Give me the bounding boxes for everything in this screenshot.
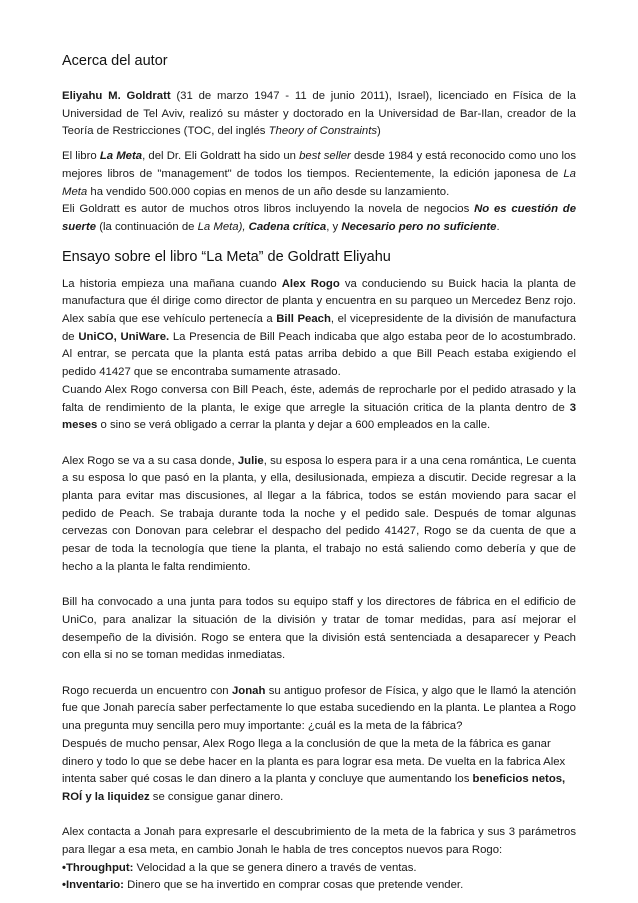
text-run: Rogo recuerda un encuentro con [62,684,232,697]
bullet-item-inventario [62,877,576,895]
author-paragraph-3 [62,201,576,236]
text-run: o sino se verá obligado a cerrar la planta y dejar a 600 empleados en la calle. [97,419,491,432]
bold-term: 3 meses [62,401,576,432]
best-seller-text: best seller [299,150,351,163]
text-run: La Presencia de Bill Peach indicaba que algo estaba peor de lo acostumbrado. Al entrar, se percata que la planta está patas arriba debido a que Bill Peach estaba exigiendo el pedido 41427 que se encontraba sumamente atrasado. [62,330,576,379]
text-run: desde 1984 y está reconocido como uno los mejores libros de "management" de todos los tiempos. Recientemente, la edición japonesa de [62,150,576,180]
text-run: , del Dr. Eli Goldratt ha sido un [142,150,300,163]
text-run: su antiguo profesor de Física, y algo que le llamó la atención fue que Jonah parecía saber perfectamente lo que estaba sucediendo en la planta. Le plantea a Rogo una pregunta muy sencilla pero muy importante: ¿cuál es la meta de la fábrica? [62,684,576,733]
book-title: Necesario pero no suficiente [341,220,497,233]
blank-line [62,665,576,683]
author-paragraph-2 [62,148,576,201]
text-run: (la continuación de [96,220,198,233]
bold-name: Jonah [231,684,266,697]
book-title: La Meta [62,167,576,198]
text-run: Después de mucho pensar, Alex Rogo llega a la conclusión de que la meta de la fábrica es ganar dinero y todo lo que se debe hacer en la planta es para lograr esa meta. De vuelta en la fabrica Alex intenta saber qué cosas le dan dinero a la planta y concluye que aumentando los [62,737,566,786]
essay-paragraph-5 [62,683,576,736]
book-title: No es cuestión de suerte [62,203,577,233]
text-run: Alex Rogo se va a su casa donde, [62,454,238,467]
blank-line [62,435,576,453]
heading-about-author: Acerca del autor [62,53,168,69]
book-title: La Meta), [197,220,246,233]
essay-paragraph-7: Alex contacta a Jonah para expresarle el descubrimiento de la meta de la fabrica y sus 3 parámetros para llegar a esa meta, en cambio Jonah le habla de tres conceptos nuevos para Rogo: [62,826,576,857]
text-run: Eli Goldratt es autor de muchos otros libros incluyendo la novela de negocios [62,203,475,216]
text-run: (31 de marzo 1947 - 11 de junio 2011), Israel), licenciado en Física de la Universidad de Tel Aviv, realizó su máster y doctorado en la Universidad de Bar-Ilan, creador de la Teoría de Restricciones (TOC, del inglés [62,90,576,138]
text-run: ha vendido 500.000 copias en menos de un año desde su lanzamiento. [87,185,450,198]
bullet-label: •Inventario: [62,879,124,892]
blank-line [62,577,576,595]
bullet-text: Velocidad a la que se genera dinero a través de ventas. [133,861,417,874]
essay-paragraph-2 [62,382,576,435]
bullet-item-throughput [62,860,576,878]
text-run: El libro [62,150,100,163]
essay-paragraph-1 [62,276,576,382]
text-run: La historia empieza una mañana cuando [62,277,282,290]
toc-title: Theory of Constraints [268,125,378,138]
text-run: . [496,220,500,233]
text-run: ) [377,125,381,138]
bold-name: UniCO, UniWare. [78,330,170,343]
essay-paragraph-3 [62,453,576,577]
heading-essay: Ensayo sobre el libro “La Meta” de Goldratt Eliyahu [62,248,391,265]
text-run: , y [326,220,342,233]
bold-name: Alex Rogo [281,277,340,290]
bullet-text: Dinero que se ha invertido en comprar cosas que pretende vender. [123,879,464,892]
text-run: , el vicepresidente de la división de manufactura de [62,313,576,343]
bullet-label: •Throughput: [62,861,134,874]
bold-term: beneficios netos, ROÍ y la liquidez [62,773,566,803]
text-run: Cuando Alex Rogo conversa con Bill Peach, éste, además de reprocharle por el pedido atrasado y la falta de rendimiento de la planta, le exige que arregle la situación critica de la planta dentro de [62,383,576,414]
text-run: va conduciendo su Buick hacia la planta de manufactura que él dirige como director de planta y encuentra en su parqueo un Mercedez Benz rojo. Alex sabía que ese vehículo pertenecía a [62,277,576,326]
essay-paragraph-4: Bill ha convocado a una junta para todos su equipo staff y los directores de fábrica en el edificio de UniCo, para analizar la situación de la división y tratar de tomar medidas, para así mejorar el desempeño de la división. Rogo se entera que la división está sentenciada a desaparecer y Peach con ella si no se toman medidas inmediatas. [62,596,576,662]
document-page [62,52,576,895]
text-run: , su esposa lo espera para ir a una cena romántica, Le cuenta a su esposa lo que pasó en la planta, y ella, desilusionada, empieza a discutir. Decide regresar a la planta para evitar mas discusiones, al llegar a la fábrica, todos se están moviendo para sacar el pedido de Peach. Se trabaja durante toda la noche y el pedido sale. Después de tomar algunas cervezas con Donovan para celebrar el despacho del pedido 41427, Rogo se da cuenta de que a pesar de toda la tecnología que tiene la planta, el trabajo no está saliendo como debería y que de hecho a la planta le falta rendimiento. [62,454,577,573]
essay-paragraph-6 [62,736,576,807]
bold-name: Julie [237,454,264,467]
blank-line [62,807,576,825]
book-title: Cadena crítica [248,220,327,233]
bold-name: Bill Peach [276,313,331,326]
book-title: La Meta [99,150,143,163]
author-paragraph-1 [62,88,576,141]
author-name: Eliyahu M. Goldratt [62,90,171,102]
text-run: se consigue ganar dinero. [149,790,284,803]
